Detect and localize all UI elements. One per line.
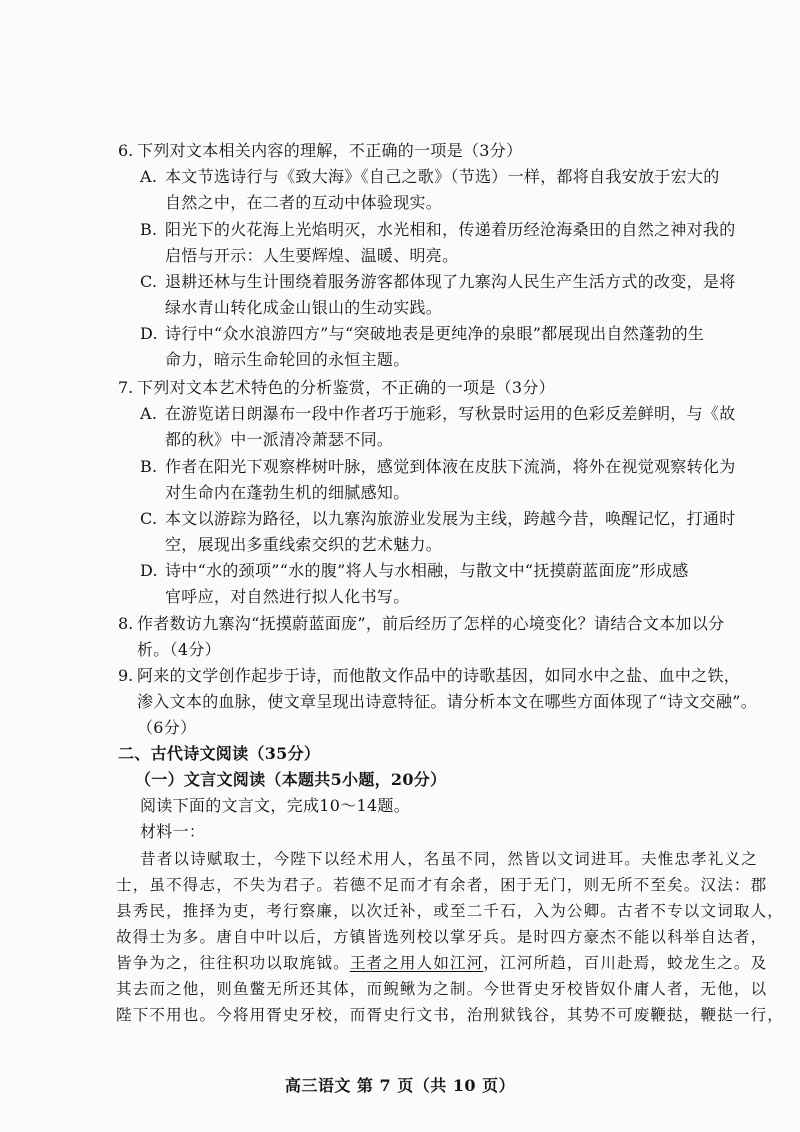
passage-text: 其去而之他，则鱼鳖无所还其体，而鲵鳅为之制。今世胥史牙校皆奴仆庸人者，无他，以 [116, 980, 768, 998]
passage-text: 昔者以诗赋取士，今陛下以经术用人，名虽不同，然皆以文词进耳。夫惟忠孝礼义之 [140, 850, 758, 868]
q6-option-b-letter: B. [140, 220, 158, 239]
passage-line [116, 875, 767, 895]
q7-option-a-letter: A. [140, 404, 158, 423]
page-footer: 高三语文 第 7 页（共 10 页） [284, 1076, 516, 1095]
question-6-number: 6. [118, 141, 134, 160]
passage-line [140, 849, 758, 869]
passage-line [116, 901, 784, 921]
passage-text: ，江河所趋，百川赴焉，蛟龙生之。及 [483, 954, 768, 972]
question-6-stem: 下列对文本相关内容的理解，不正确的一项是（3分） [137, 141, 523, 160]
q6-option-a-line1: 本文节选诗行与《致大海》《自己之歌》（节选）一样，都将自我安放于宏大的 [165, 167, 720, 186]
q6-option-c-line2: 绿水青山转化成金山银山的生动实践。 [165, 298, 443, 317]
question-8-line1: 作者数访九寨沟“抚摸蔚蓝面庞”，前后经历了怎样的心境变化？请结合文本加以分 [137, 614, 725, 633]
passage-line [116, 953, 767, 973]
q7-option-d-line2: 官呼应，对自然进行拟人化书写。 [165, 587, 410, 606]
q6-option-d-line2: 命力，暗示生命轮回的永恒主题。 [165, 350, 410, 369]
q7-option-d-line1: 诗中“水的颈项”“水的腹”将人与水相融，与散文中“抚摸蔚蓝面庞”形成感 [165, 561, 689, 580]
section-2-title: 二、古代诗文阅读（35分） [118, 744, 321, 763]
material-one-label: 材料一： [140, 822, 206, 841]
q7-option-a-line2: 都的秋》中一派清冷萧瑟不同。 [165, 430, 394, 449]
q6-option-b-line1: 阳光下的火花海上光焰明灭，水光相和，传递着历经沧海桑田的自然之神对我的 [165, 220, 736, 239]
q6-option-d-letter: D. [140, 324, 158, 343]
q7-option-d-letter: D. [140, 561, 158, 580]
question-9-line1: 阿来的文学创作起步于诗，而他散文作品中的诗歌基因，如同水中之盐、血中之铁， [137, 666, 741, 685]
section-2-instruction: 阅读下面的文言文，完成10～14题。 [140, 796, 411, 815]
passage-text: 皆争为之，往往积功以取旄钺。 [116, 954, 350, 972]
q6-option-c-letter: C. [140, 272, 158, 291]
q7-option-a-line1: 在游览诺日朗瀑布一段中作者巧于施彩，写秋景时运用的色彩反差鲜明，与《故 [165, 404, 736, 423]
passage-line [116, 979, 767, 999]
question-8-line2: 析。（4分） [137, 640, 221, 659]
passage-text: 士，虽不得志，不失为君子。若德不足而才有余者，困于无门，则无所不至矣。汉法：郡 [116, 876, 768, 894]
question-9-line2: 渗入文本的血脉，使文章呈现出诗意特征。请分析本文在哪些方面体现了“诗文交融”。 [137, 692, 758, 711]
passage-text: 县秀民，推择为吏，考行察廉，以次迁补，或至二千石，入为公卿。古者不专以文词取人， [116, 902, 785, 920]
passage-text: 陛下不用也。今将用胥史牙校，而胥史行文书，治刑狱钱谷，其势不可废鞭挞，鞭挞一行， [116, 1006, 785, 1024]
q7-option-c-line2: 空，展现出多重线索交织的艺术魅力。 [165, 535, 443, 554]
q7-option-b-line2: 对生命内在蓬勃生机的细腻感知。 [165, 483, 410, 502]
question-9-number: 9. [118, 666, 134, 685]
question-8-number: 8. [118, 614, 134, 633]
q6-option-a-line2: 自然之中，在二者的互动中体验现实。 [165, 193, 443, 212]
q7-option-c-line1: 本文以游踪为路径，以九寨沟旅游业发展为主线，跨越今昔，唤醒记忆，打通时 [165, 509, 736, 528]
question-7-number: 7. [118, 378, 134, 397]
passage-line [116, 927, 767, 947]
q7-option-c-letter: C. [140, 509, 158, 528]
q6-option-d-line1: 诗行中“众水浪游四方”与“突破地表是更纯净的泉眼”都展现出自然蓬勃的生 [165, 324, 705, 343]
passage-text: 故得士为多。唐自中叶以后，方镇皆选列校以掌牙兵。是时四方豪杰不能以科举自达者， [116, 928, 768, 946]
q7-option-b-line1: 作者在阳光下观察桦树叶脉，感觉到体液在皮肤下流淌，将外在视觉观察转化为 [165, 457, 736, 476]
q6-option-a-letter: A. [140, 167, 158, 186]
underlined-sentence: 王者之用人如江河 [349, 954, 484, 972]
q6-option-c-line1: 退耕还林与生计围绕着服务游客都体现了九寨沟人民生产生活方式的改变，是将 [165, 272, 736, 291]
question-7-stem: 下列对文本艺术特色的分析鉴赏，不正确的一项是（3分） [137, 378, 555, 397]
question-9-line3: （6分） [137, 718, 197, 737]
q6-option-b-line2: 启悟与开示：人生要辉煌、温暖、明亮。 [165, 246, 459, 265]
q7-option-b-letter: B. [140, 457, 158, 476]
passage-line [116, 1005, 784, 1025]
section-2-subtitle: （一）文言文阅读（本题共5小题，20分） [135, 770, 447, 789]
